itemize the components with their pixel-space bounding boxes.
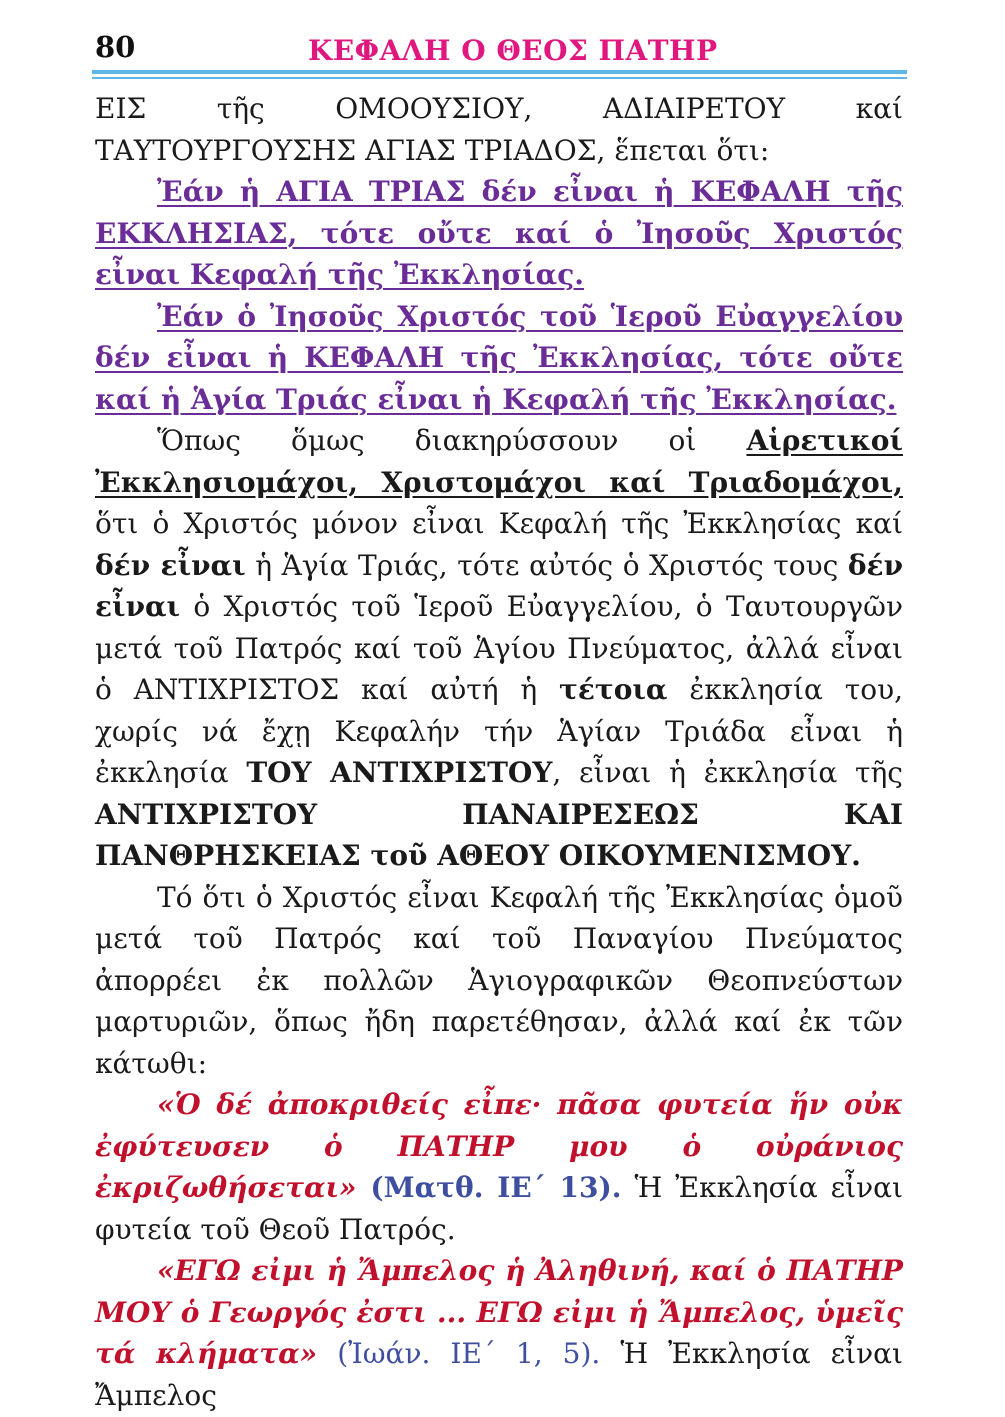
emphasis-underlined: Ἐάν ὁ Ἰησοῦς Χριστός τοῦ Ἱεροῦ Εὐαγγελίου δέν εἶναι ἡ ΚΕΦΑΛΗ τῆς Ἐκκλησίας, τότε οὔτε καί ἡ Ἁγία Τριάς εἶναι ἡ Κεφαλή τῆς Ἐκκλησίας. xyxy=(95,299,903,416)
scripture-quote: «ΕΓΩ εἰμι ἡ Ἄμπελος ἡ Ἀληθινή, καί ὁ ΠΑΤΗΡ ΜΟΥ ὁ Γεωργός ἐστι ... ΕΓΩ εἰμι ἡ Ἄμπελος, ὑμεῖς τά κλήματα» xyxy=(95,1254,903,1370)
bold-run: ΑΝΤΙΧΡΙΣΤΟΥ ΠΑΝΑΙΡΕΣΕΩΣ ΚΑΙ ΠΑΝΘΡΗΣΚΕΙΑΣ τοῦ ΑΘΕΟΥ ΟΙΚΟΥΜΕΝΙΣΜΟΥ. xyxy=(95,797,903,872)
scripture-reference: (Ματθ. ΙΕ΄ 13). xyxy=(356,1171,622,1204)
bold-run: δέν εἶναι xyxy=(95,548,246,582)
bold-run: δέν εἶναι xyxy=(95,548,903,623)
text-run: ὅτι ὁ Χριστός μόνον εἶναι Κεφαλή τῆς Ἐκκλησίας καί xyxy=(95,507,903,540)
running-title: ΚΕΦΑΛΗ Ο ΘΕΟΣ ΠΑΤΗΡ xyxy=(308,34,718,67)
emphasis-underlined: Ἐάν ἡ ΑΓΙΑ ΤΡΙΑΣ δέν εἶναι ἡ ΚΕΦΑΛΗ τῆς ΕΚΚΛΗΣΙΑΣ, τότε οὔτε καί ὁ Ἰησοῦς Χριστός εἶναι Κεφαλή τῆς Ἐκκλησίας. xyxy=(95,175,903,291)
text-run: Ἡ Ἐκκλησία εἶναι φυτεία τοῦ Θεοῦ Πατρός. xyxy=(95,1171,904,1246)
text-run: , εἶναι ἡ ἐκκλησία τῆς xyxy=(552,756,903,789)
text-run: ἐκκλησία του, χωρίς νά ἔχῃ Κεφαλήν τήν Ἁγίαν Τριάδα εἶναι ἡ ἐκκλησία xyxy=(95,673,904,789)
bold-run: ΤΟΥ ΑΝΤΙΧΡΙΣΤΟΥ xyxy=(246,756,553,789)
text-run: Ἡ Ἐκκλησία εἶναι Ἄμπελος xyxy=(95,1337,903,1412)
text-run: ἡ Ἁγία Τριάς, τότε αὐτός ὁ Χριστός τους xyxy=(245,548,848,582)
heretics-underlined: Αἱρετικοί Ἐκκλησιομάχοι, Χριστομάχοι καί Τριαδομάχοι, xyxy=(95,424,903,499)
paragraph-5: Τό ὅτι ὁ Χριστός εἶναι Κεφαλή τῆς Ἐκκλησίας ὁμοῦ μετά τοῦ Πατρός καί τοῦ Παναγίου Πνεύματος ἀπορρέει ἐκ πολλῶν Ἁγιογραφικῶν Θεοπνεύστων μαρτυριῶν, ὅπως ἤδη παρετέθησαν, ἀλλά καί ἐκ τῶν κάτωθι: xyxy=(95,880,903,1080)
paragraph-1: ΕΙΣ τῆς ΟΜΟΟΥΣΙΟΥ, ΑΔΙΑΙΡΕΤΟΥ καί ΤΑΥΤΟΥΡΓΟΥΣΗΣ ΑΓΙΑΣ ΤΡΙΑΔΟΣ, ἕπεται ὅτι: xyxy=(95,92,903,167)
bold-run: τέτοια xyxy=(559,673,668,706)
paragraph-2 xyxy=(95,171,903,296)
paragraph-6 xyxy=(95,1084,903,1250)
header-rule-bottom xyxy=(92,77,907,79)
paragraph-4 xyxy=(95,420,903,877)
text-run: Ὅπως ὅμως διακηρύσσουν οἱ xyxy=(157,424,747,457)
paragraph-3 xyxy=(95,296,903,421)
page-body xyxy=(95,88,903,1416)
header-rule-top xyxy=(92,70,907,74)
page-number: 80 xyxy=(95,30,136,64)
paragraph-7 xyxy=(95,1250,903,1416)
text-run: ὁ Χριστός τοῦ Ἱεροῦ Εὐαγγελίου, ὁ Ταυτουργῶν μετά τοῦ Πατρός καί τοῦ Ἁγίου Πνεύματος, ἀλλά εἶναι ὁ ΑΝΤΙΧΡΙΣΤΟΣ καί αὐτή ἡ xyxy=(95,590,903,706)
scripture-reference: (Ἰωάν. ΙΕ΄ 1, 5). xyxy=(317,1337,601,1370)
scripture-quote: «Ὁ δέ ἀποκριθείς εἶπε· πᾶσα φυτεία ἥν οὐκ ἐφύτευσεν ὁ ΠΑΤΗΡ μου ὁ οὐράνιος ἐκριζωθήσεται» xyxy=(95,1088,903,1204)
